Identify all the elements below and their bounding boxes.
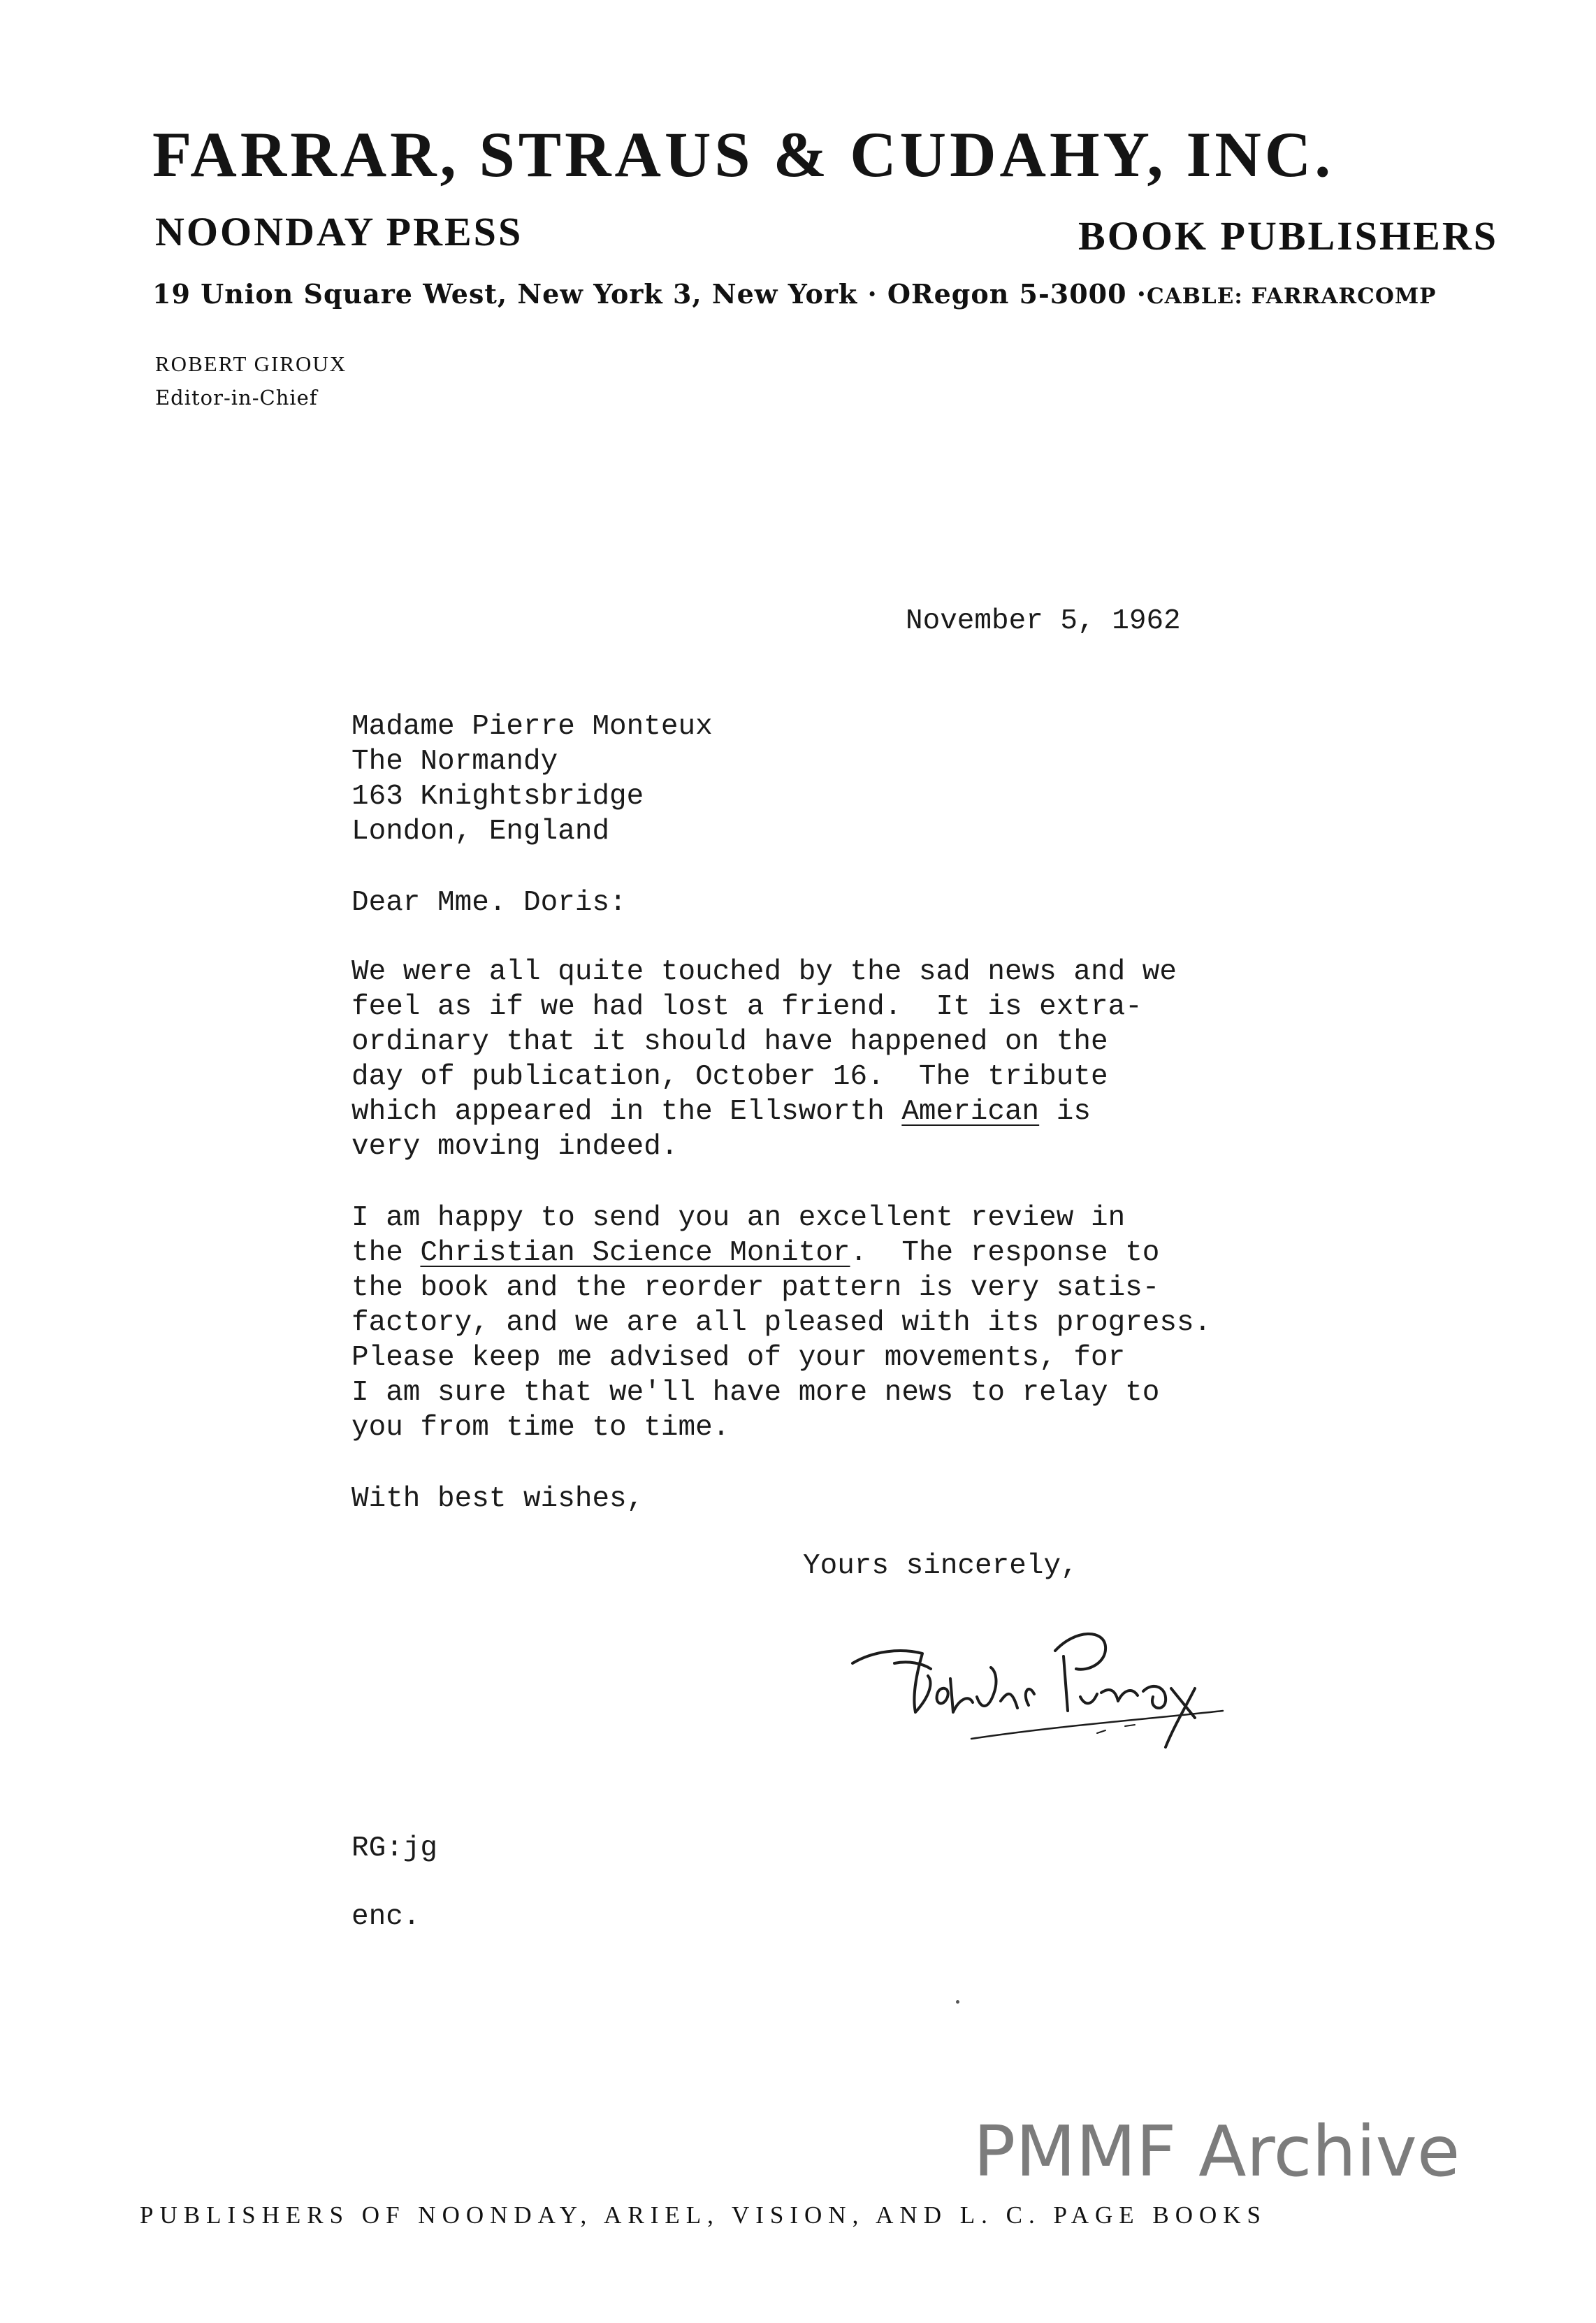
line-text: . The response to [850, 1237, 1160, 1269]
recipient-line: The Normandy [351, 746, 558, 778]
editor-title: Editor-in-Chief [155, 386, 318, 410]
cable-address: CABLE: FARRARCOMP [1147, 284, 1437, 309]
paragraph-2 [351, 1201, 1211, 1445]
paragraph-line: the book and the reorder pattern is very satis- [351, 1272, 1160, 1304]
salutation-text: Dear Mme. Doris: [351, 887, 627, 919]
paragraph-1 [351, 955, 1177, 1164]
paragraph-line: very moving indeed. [351, 1131, 679, 1163]
recipient-line: London, England [351, 816, 610, 848]
recipient-address [351, 709, 713, 849]
paragraph-line: I am sure that we'll have more news to relay to [351, 1377, 1160, 1409]
line-text: which appeared in the Ellsworth [351, 1096, 902, 1128]
paragraph-line: day of publication, October 16. The tribute [351, 1061, 1108, 1093]
closing [351, 1482, 644, 1517]
paragraph-line: ordinary that it should have happened on the [351, 1026, 1108, 1058]
paragraph-line: you from time to time. [351, 1412, 730, 1444]
company-name: FARRAR, STRAUS & CUDAHY, INC. [152, 119, 1335, 190]
footer-imprints: PUBLISHERS OF NOONDAY, ARIEL, VISION, AND L. C. PAGE BOOKS [140, 2201, 1268, 2229]
paper-speck [956, 2000, 959, 2004]
paragraph-line: We were all quite touched by the sad news and we [351, 956, 1177, 988]
business-type: BOOK PUBLISHERS [1078, 213, 1498, 259]
enclosure-note: enc. [351, 1901, 421, 1933]
address-text: 19 Union Square West, New York 3, New York · ORegon 5-3000 · [152, 278, 1147, 310]
underlined-title: American [901, 1096, 1040, 1128]
paragraph-line: Please keep me advised of your movements, for [351, 1342, 1126, 1374]
closing-text: With best wishes, [351, 1483, 644, 1515]
letter-date: November 5, 1962 [906, 605, 1181, 637]
line-text: is [1039, 1096, 1091, 1128]
sign-off: Yours sincerely, [803, 1550, 1078, 1582]
line-text: the [351, 1237, 421, 1269]
salutation [351, 885, 627, 920]
editor-name: ROBERT GIROUX [155, 352, 347, 376]
recipient-line: Madame Pierre Monteux [351, 711, 713, 743]
paragraph-line: feel as if we had lost a friend. It is extra- [351, 991, 1142, 1023]
paragraph-line: factory, and we are all pleased with its progress. [351, 1307, 1212, 1339]
signature [846, 1614, 1265, 1782]
paragraph-line: I am happy to send you an excellent review in [351, 1202, 1126, 1234]
recipient-line: 163 Knightsbridge [351, 781, 644, 813]
typist-initials: RG:jg [351, 1832, 438, 1865]
paragraph-line [351, 1236, 1211, 1271]
paragraph-line [351, 1094, 1177, 1129]
archive-watermark: PMMF Archive [973, 2111, 1460, 2192]
underlined-title: Christian Science Monitor [420, 1237, 850, 1269]
company-address [152, 278, 1436, 310]
imprint-name: NOONDAY PRESS [155, 209, 523, 254]
